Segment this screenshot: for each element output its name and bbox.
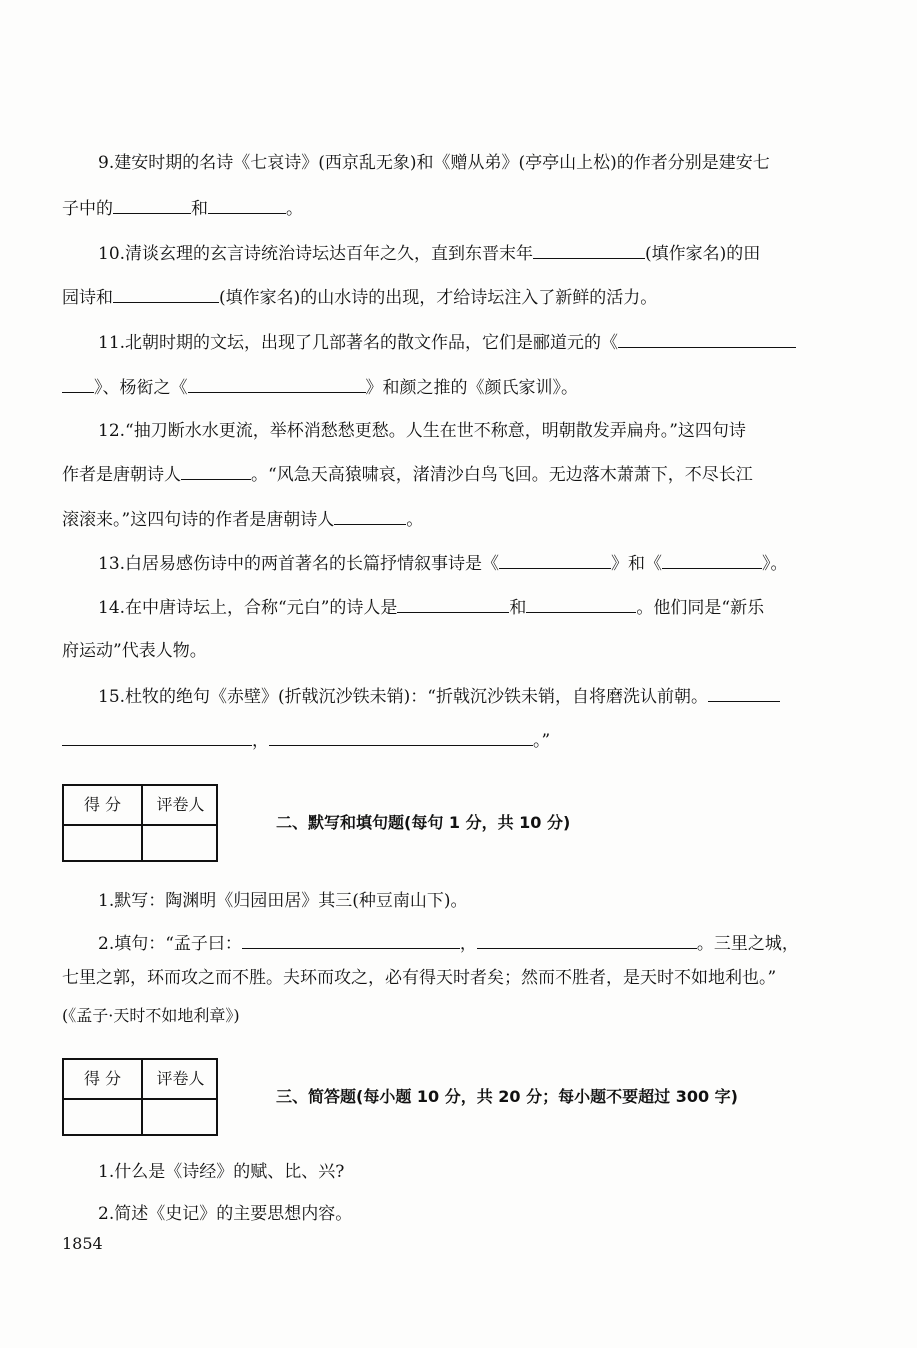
q15-blank-2[interactable]	[269, 729, 533, 746]
q10-text-c: 园诗和	[62, 288, 113, 308]
q10-line2	[62, 286, 657, 309]
section-3-title: 三、简答题(每小题 10 分，共 20 分；每小题不要超过 300 字)	[276, 1087, 738, 1106]
q14-line2: 府运动”代表人物。	[62, 641, 207, 661]
q11-blank-2[interactable]	[188, 376, 366, 393]
q10-text-b: (填作家名)的田	[645, 244, 761, 264]
score-table-2	[62, 1058, 218, 1136]
q11-text-a: 11.北朝时期的文坛，出现了几部著名的散文作品，它们是郦道元的《	[98, 333, 619, 353]
q10-text-d: (填作家名)的山水诗的出现，才给诗坛注入了新鲜的活力。	[219, 288, 658, 308]
s2-q2-text-a: 2.填句：“孟子曰：	[98, 934, 242, 954]
q9-blank-2[interactable]	[208, 197, 286, 214]
q9-text-a: 子中的	[62, 199, 113, 219]
q11-line1	[98, 331, 796, 354]
q12-line3	[62, 508, 423, 531]
grader-header: 评卷人	[156, 795, 205, 814]
score-header: 得 分	[83, 1069, 122, 1088]
s3-q1: 1.什么是《诗经》的赋、比、兴?	[98, 1162, 345, 1182]
q10-blank-1[interactable]	[533, 242, 645, 259]
s2-q1: 1.默写：陶渊明《归园田居》其三(种豆南山下)。	[98, 891, 468, 911]
q13-text-b: 》和《	[611, 554, 663, 574]
s3-q2: 2.简述《史记》的主要思想内容。	[98, 1204, 353, 1224]
q10-text-a: 10.清谈玄理的玄言诗统治诗坛达百年之久，直到东晋末年	[98, 244, 534, 264]
q13-blank-2[interactable]	[662, 552, 762, 569]
q11-text-c: 》和颜之推的《颜氏家训》。	[365, 378, 578, 398]
q11-text-b: 》、杨衒之《	[94, 378, 188, 398]
q14-text-c: 。他们同是“新乐	[636, 598, 765, 618]
q12-line2	[62, 463, 753, 486]
q12-text-a: 作者是唐朝诗人	[62, 465, 181, 485]
s2-q2-blank-2[interactable]	[477, 932, 697, 949]
grader-cell[interactable]	[143, 1100, 218, 1136]
q11-blank-1[interactable]	[618, 331, 796, 348]
q9-text-c: 。	[286, 199, 303, 219]
q10-line1	[98, 242, 760, 265]
q15-line1	[98, 685, 780, 708]
q13-line1	[98, 552, 788, 575]
q12-text-c: 滚滚来。”这四句诗的作者是唐朝诗人	[62, 510, 335, 530]
q13-blank-1[interactable]	[499, 552, 611, 569]
s2-q2-line2: 七里之郭，环而攻之而不胜。夫环而攻之，必有得天时者矣；然而不胜者，是天时不如地利也。”	[62, 968, 777, 988]
q12-blank-1[interactable]	[181, 463, 251, 480]
score-table-1	[62, 784, 218, 862]
q13-text-c: 》。	[762, 554, 788, 574]
s2-q2-blank-1[interactable]	[242, 932, 460, 949]
score-cell[interactable]	[64, 1100, 141, 1136]
grader-header: 评卷人	[156, 1069, 205, 1088]
q15-blank-1[interactable]	[708, 685, 780, 702]
grader-cell[interactable]	[143, 826, 218, 862]
q15-blank-1-cont[interactable]	[62, 729, 252, 746]
q13-text-a: 13.白居易感伤诗中的两首著名的长篇抒情叙事诗是《	[98, 554, 500, 574]
page-number: 1854	[62, 1234, 103, 1253]
q10-blank-2[interactable]	[113, 286, 219, 303]
q9-line2	[62, 197, 303, 220]
q12-text-d: 。	[406, 510, 424, 530]
score-cell[interactable]	[64, 826, 141, 862]
q15-text-c: 。”	[533, 731, 551, 751]
q12-text-b: 。“风急天高猿啸哀，渚清沙白鸟飞回。无边落木萧萧下，不尽长江	[251, 465, 753, 485]
q9-blank-1[interactable]	[113, 197, 191, 214]
q12-line1: 12.“抽刀断水水更流，举杯消愁愁更愁。人生在世不称意，明朝散发弄扁舟。”这四句诗	[98, 421, 746, 441]
s2-q2-text-c: 。三里之城，	[696, 934, 799, 954]
q15-text-b: ，	[252, 731, 269, 751]
q15-line2	[62, 729, 550, 752]
q14-text-a: 14.在中唐诗坛上，合称“元白”的诗人是	[98, 598, 398, 618]
q14-text-b: 和	[509, 598, 527, 618]
q14-blank-2[interactable]	[526, 596, 636, 613]
q11-blank-1-cont[interactable]	[62, 376, 94, 393]
q11-line2	[62, 376, 578, 399]
q9-text-b: 和	[191, 199, 208, 219]
section-2-title: 二、默写和填句题(每句 1 分，共 10 分)	[276, 813, 571, 832]
q9-line1: 9.建安时期的名诗《七哀诗》(西京乱无象)和《赠从弟》(亭亭山上松)的作者分别是建安七	[98, 153, 770, 173]
score-header: 得 分	[83, 795, 122, 814]
q14-line1	[98, 596, 764, 619]
q15-text-a: 15.杜牧的绝句《赤壁》(折戟沉沙铁未销)：“折戟沉沙铁未销，自将磨洗认前朝。	[98, 687, 708, 707]
s2-q2-source: (《孟子·天时不如地利章》)	[62, 1006, 240, 1025]
s2-q2-text-b: ，	[459, 934, 477, 954]
s2-q2-line1	[98, 932, 799, 955]
q12-blank-2[interactable]	[334, 508, 406, 525]
q14-blank-1[interactable]	[397, 596, 509, 613]
